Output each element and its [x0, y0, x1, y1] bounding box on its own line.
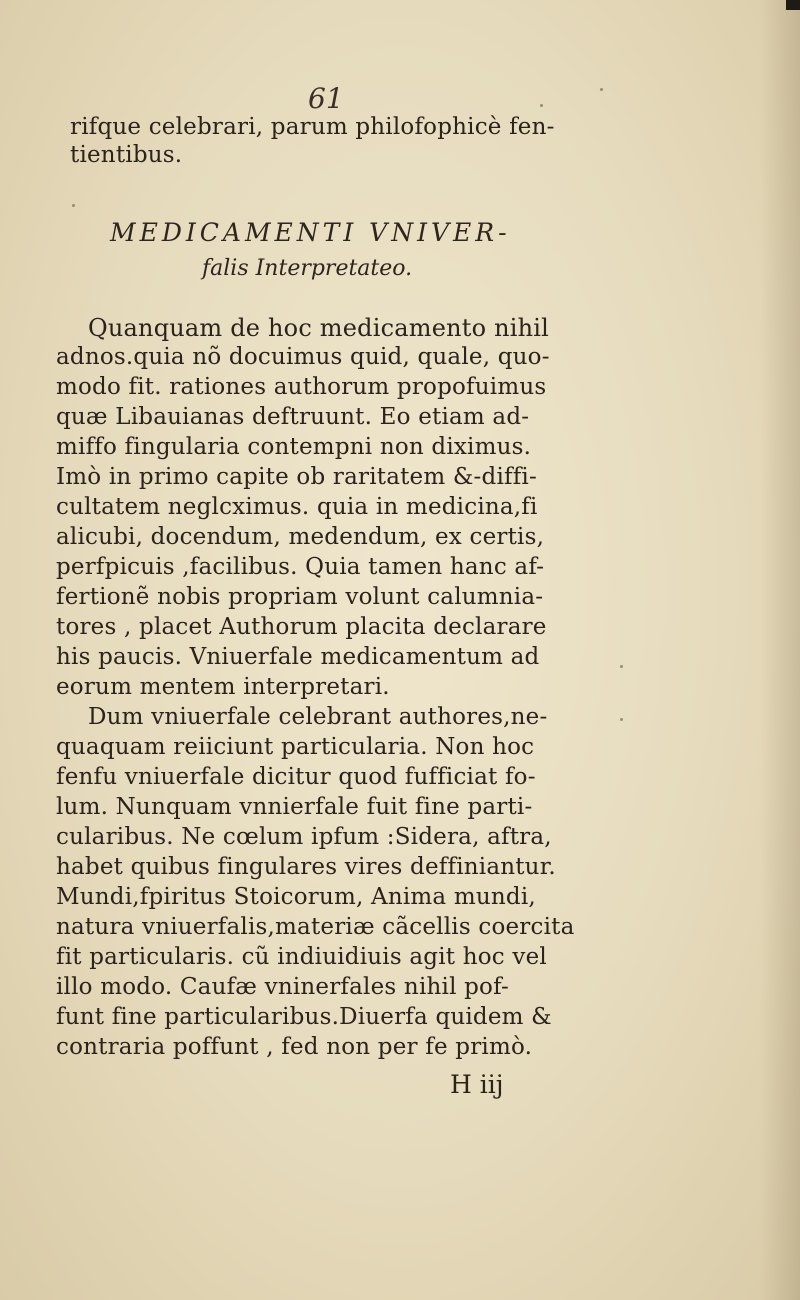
signature-mark: H iij — [450, 1070, 504, 1099]
text-line: eorum mentem interpretari. — [56, 674, 390, 700]
text-line: Imò in primo capite ob raritatem &-diffi- — [56, 464, 537, 490]
section-subheading: falis Interpretateo. — [202, 256, 413, 281]
paper-speck — [620, 718, 623, 721]
page-edge-shadow — [760, 0, 800, 1300]
text-line: fit particularis. cũ indiuidiuis agit hoc vel — [56, 944, 547, 970]
text-line: Mundi,fpiritus Stoicorum, Anima mundi, — [56, 884, 536, 910]
text-line: quæ Libauianas deftruunt. Eo etiam ad- — [56, 404, 530, 430]
page-number: 61 — [308, 82, 344, 115]
text-line: his paucis. Vniuerfale medicamentum ad — [56, 644, 540, 670]
text-line: cularibus. Ne cœlum ipfum :Sidera, aftra, — [56, 824, 552, 850]
text-line: Quanquam de hoc medicamento nihil — [88, 314, 550, 342]
text-line: fertionẽ nobis propriam volunt calumnia- — [56, 584, 544, 610]
text-line: alicubi, docendum, medendum, ex certis, — [56, 524, 545, 550]
text-line: illo modo. Caufæ vninerfales nihil pof- — [56, 974, 509, 1000]
corner-mark — [786, 0, 800, 10]
text-line: adnos.quia nõ docuimus quid, quale, quo- — [56, 344, 550, 370]
text-line: funt fine particularibus.Diuerfa quidem & — [56, 1004, 552, 1030]
text-line: miffo fingularia contempni non diximus. — [56, 434, 532, 460]
text-line: tores , placet Authorum placita declarare — [56, 614, 547, 640]
text-line: tientibus. — [70, 142, 183, 168]
text-line: Dum vniuerfale celebrant authores,ne- — [88, 704, 548, 730]
text-line: lum. Nunquam vnnierfale fuit fine parti- — [56, 794, 533, 820]
text-line: fenfu vniuerfale dicitur quod fufficiat fo- — [56, 764, 536, 790]
section-heading: MEDICAMENTI VNIVER- — [110, 218, 511, 247]
text-line: modo fit. rationes authorum propofuimus — [56, 374, 547, 400]
text-line: contraria poffunt , fed non per fe primò. — [56, 1034, 533, 1060]
paper-speck — [72, 204, 75, 207]
paper-speck — [620, 665, 623, 668]
paper-speck — [600, 88, 603, 91]
text-line: perfpicuis ,facilibus. Quia tamen hanc af- — [56, 554, 545, 580]
text-line: habet quibus fingulares vires deffiniantur. — [56, 854, 556, 880]
text-line: rifque celebrari, parum philofophicè fen- — [70, 114, 555, 140]
text-line: natura vniuerfalis,materiæ cãcellis coercita — [56, 914, 575, 940]
text-line: cultatem neglcximus. quia in medicina,fi — [56, 494, 538, 520]
paper-speck — [540, 104, 543, 107]
text-line: quaquam reiiciunt particularia. Non hoc — [56, 734, 535, 760]
